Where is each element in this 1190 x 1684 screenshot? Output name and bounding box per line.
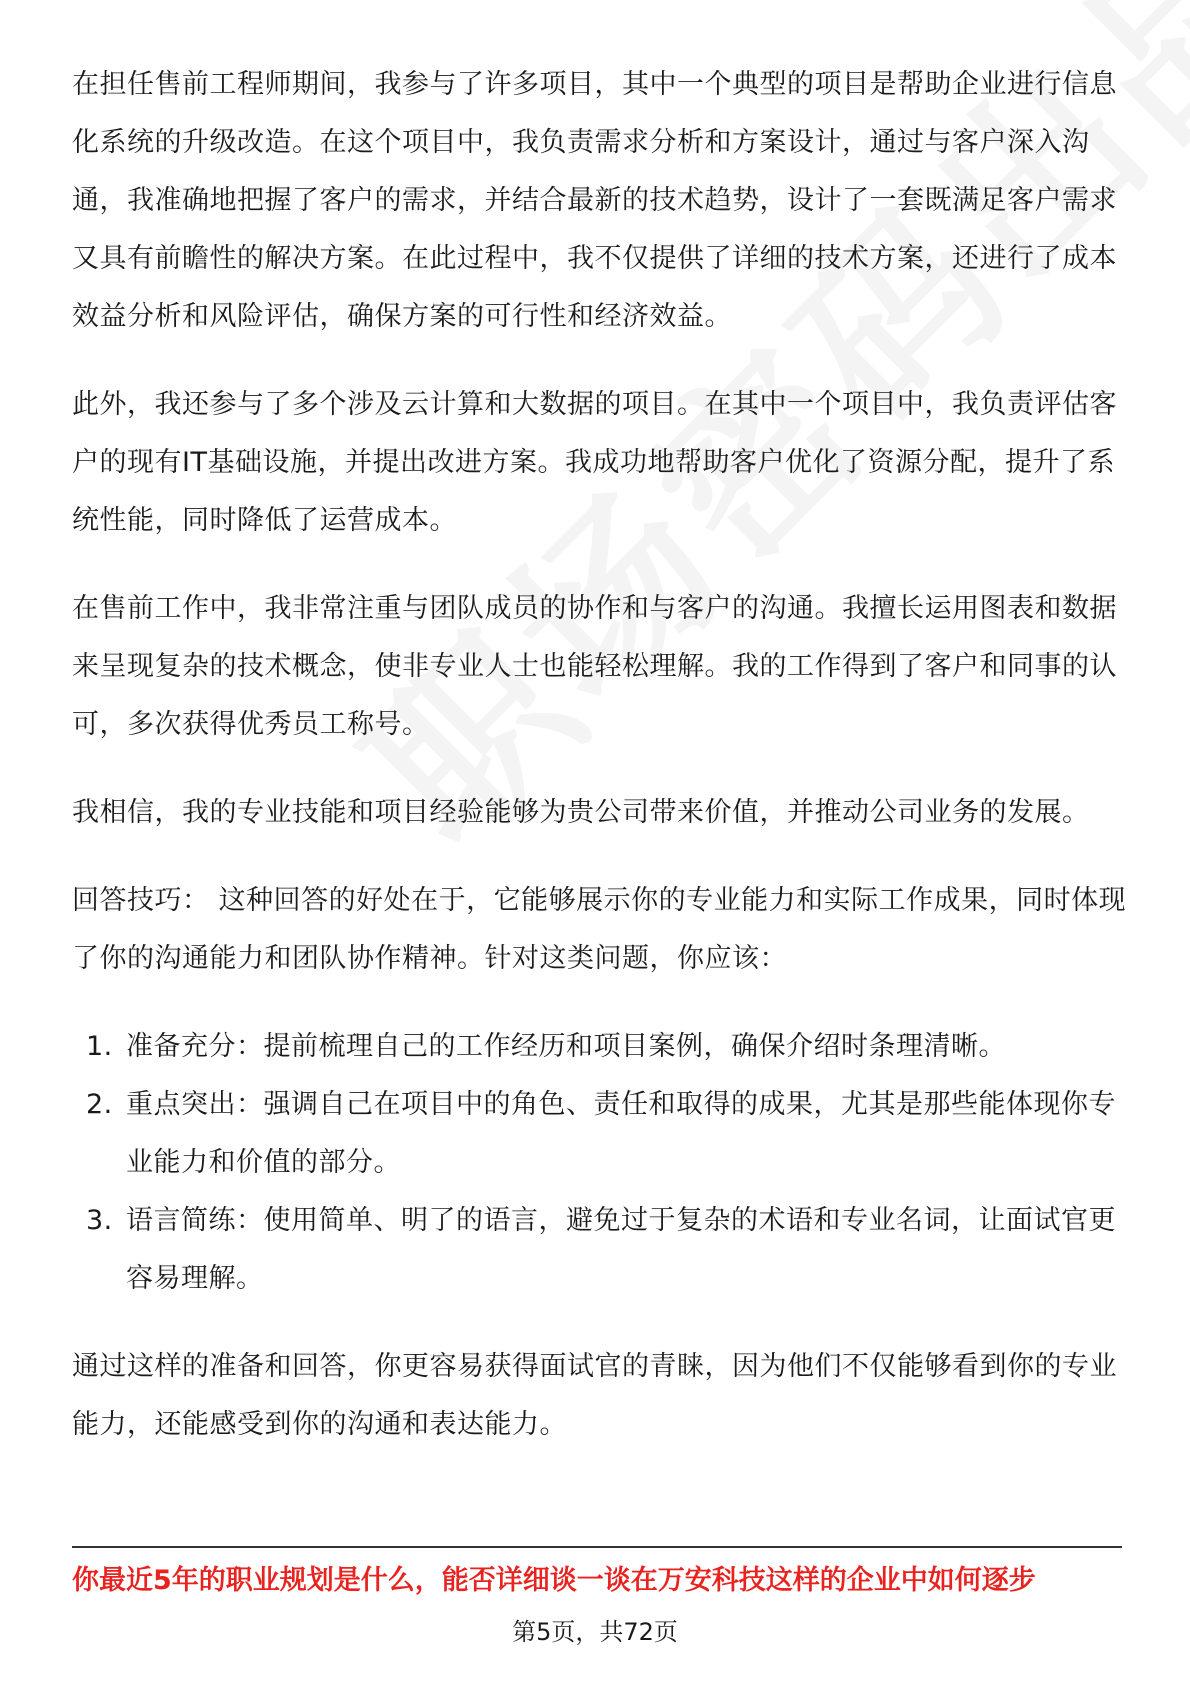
list-text: 语言简练：使用简单、明了的语言，避免过于复杂的术语和专业名词，让面试官更容易理解。 xyxy=(126,1205,1116,1294)
section-divider xyxy=(72,1546,1122,1548)
list-number: 3. xyxy=(86,1205,113,1236)
paragraph-conclusion: 我相信，我的专业技能和项目经验能够为贵公司带来价值，并推动公司业务的发展。 xyxy=(72,797,1090,828)
paragraph-answer-tips: 回答技巧： 这种回答的好处在于，它能够展示你的专业能力和实际工作成果，同时体现了你的沟通能力和团队协作精神。针对这类问题，你应该： xyxy=(72,885,1127,974)
paragraph-project-experience: 在担任售前工程师期间，我参与了许多项目，其中一个典型的项目是帮助企业进行信息化系统的升级改造。在这个项目中，我负责需求分析和方案设计，通过与客户深入沟通，我准确地把握了客户的需求，并结合最新的技术趋势，设计了一套既满足客户需求又具有前瞻性的解决方案。在此过程中，我不仅提供了详细的技术方案，还进行了成本效益分析和风险评估，确保方案的可行性和经济效益。 xyxy=(72,69,1117,332)
paragraph-closing: 通过这样的准备和回答，你更容易获得面试官的青睐，因为他们不仅能够看到你的专业能力，还能感受到你的沟通和表达能力。 xyxy=(72,1351,1117,1440)
paragraph-cloud-bigdata: 此外，我还参与了多个涉及云计算和大数据的项目。在其中一个项目中，我负责评估客户的现有IT基础设施，并提出改进方案。我成功地帮助客户优化了资源分配，提升了系统性能，同时降低了运营成本。 xyxy=(72,389,1117,536)
document-body xyxy=(72,56,1132,1484)
list-text: 重点突出：强调自己在项目中的角色、责任和取得的成果，尤其是那些能体现你专业能力和价值的部分。 xyxy=(126,1089,1116,1178)
list-number: 2. xyxy=(86,1089,113,1120)
tips-list xyxy=(72,1018,1132,1308)
list-text: 准备充分：提前梳理自己的工作经历和项目案例，确保介绍时条理清晰。 xyxy=(126,1031,1006,1062)
next-question-heading: 你最近5年的职业规划是什么，能否详细谈一谈在万安科技这样的企业中如何逐步 xyxy=(72,1565,1036,1596)
list-item xyxy=(72,1076,1132,1192)
list-number: 1. xyxy=(86,1031,113,1062)
paragraph-teamwork: 在售前工作中，我非常注重与团队成员的协作和与客户的沟通。我擅长运用图表和数据来呈现复杂的技术概念，使非专业人士也能轻松理解。我的工作得到了客户和同事的认可，多次获得优秀员工称号。 xyxy=(72,593,1117,740)
list-item xyxy=(72,1018,1132,1076)
page-number: 第5页，共72页 xyxy=(512,1618,678,1646)
list-item xyxy=(72,1192,1132,1308)
